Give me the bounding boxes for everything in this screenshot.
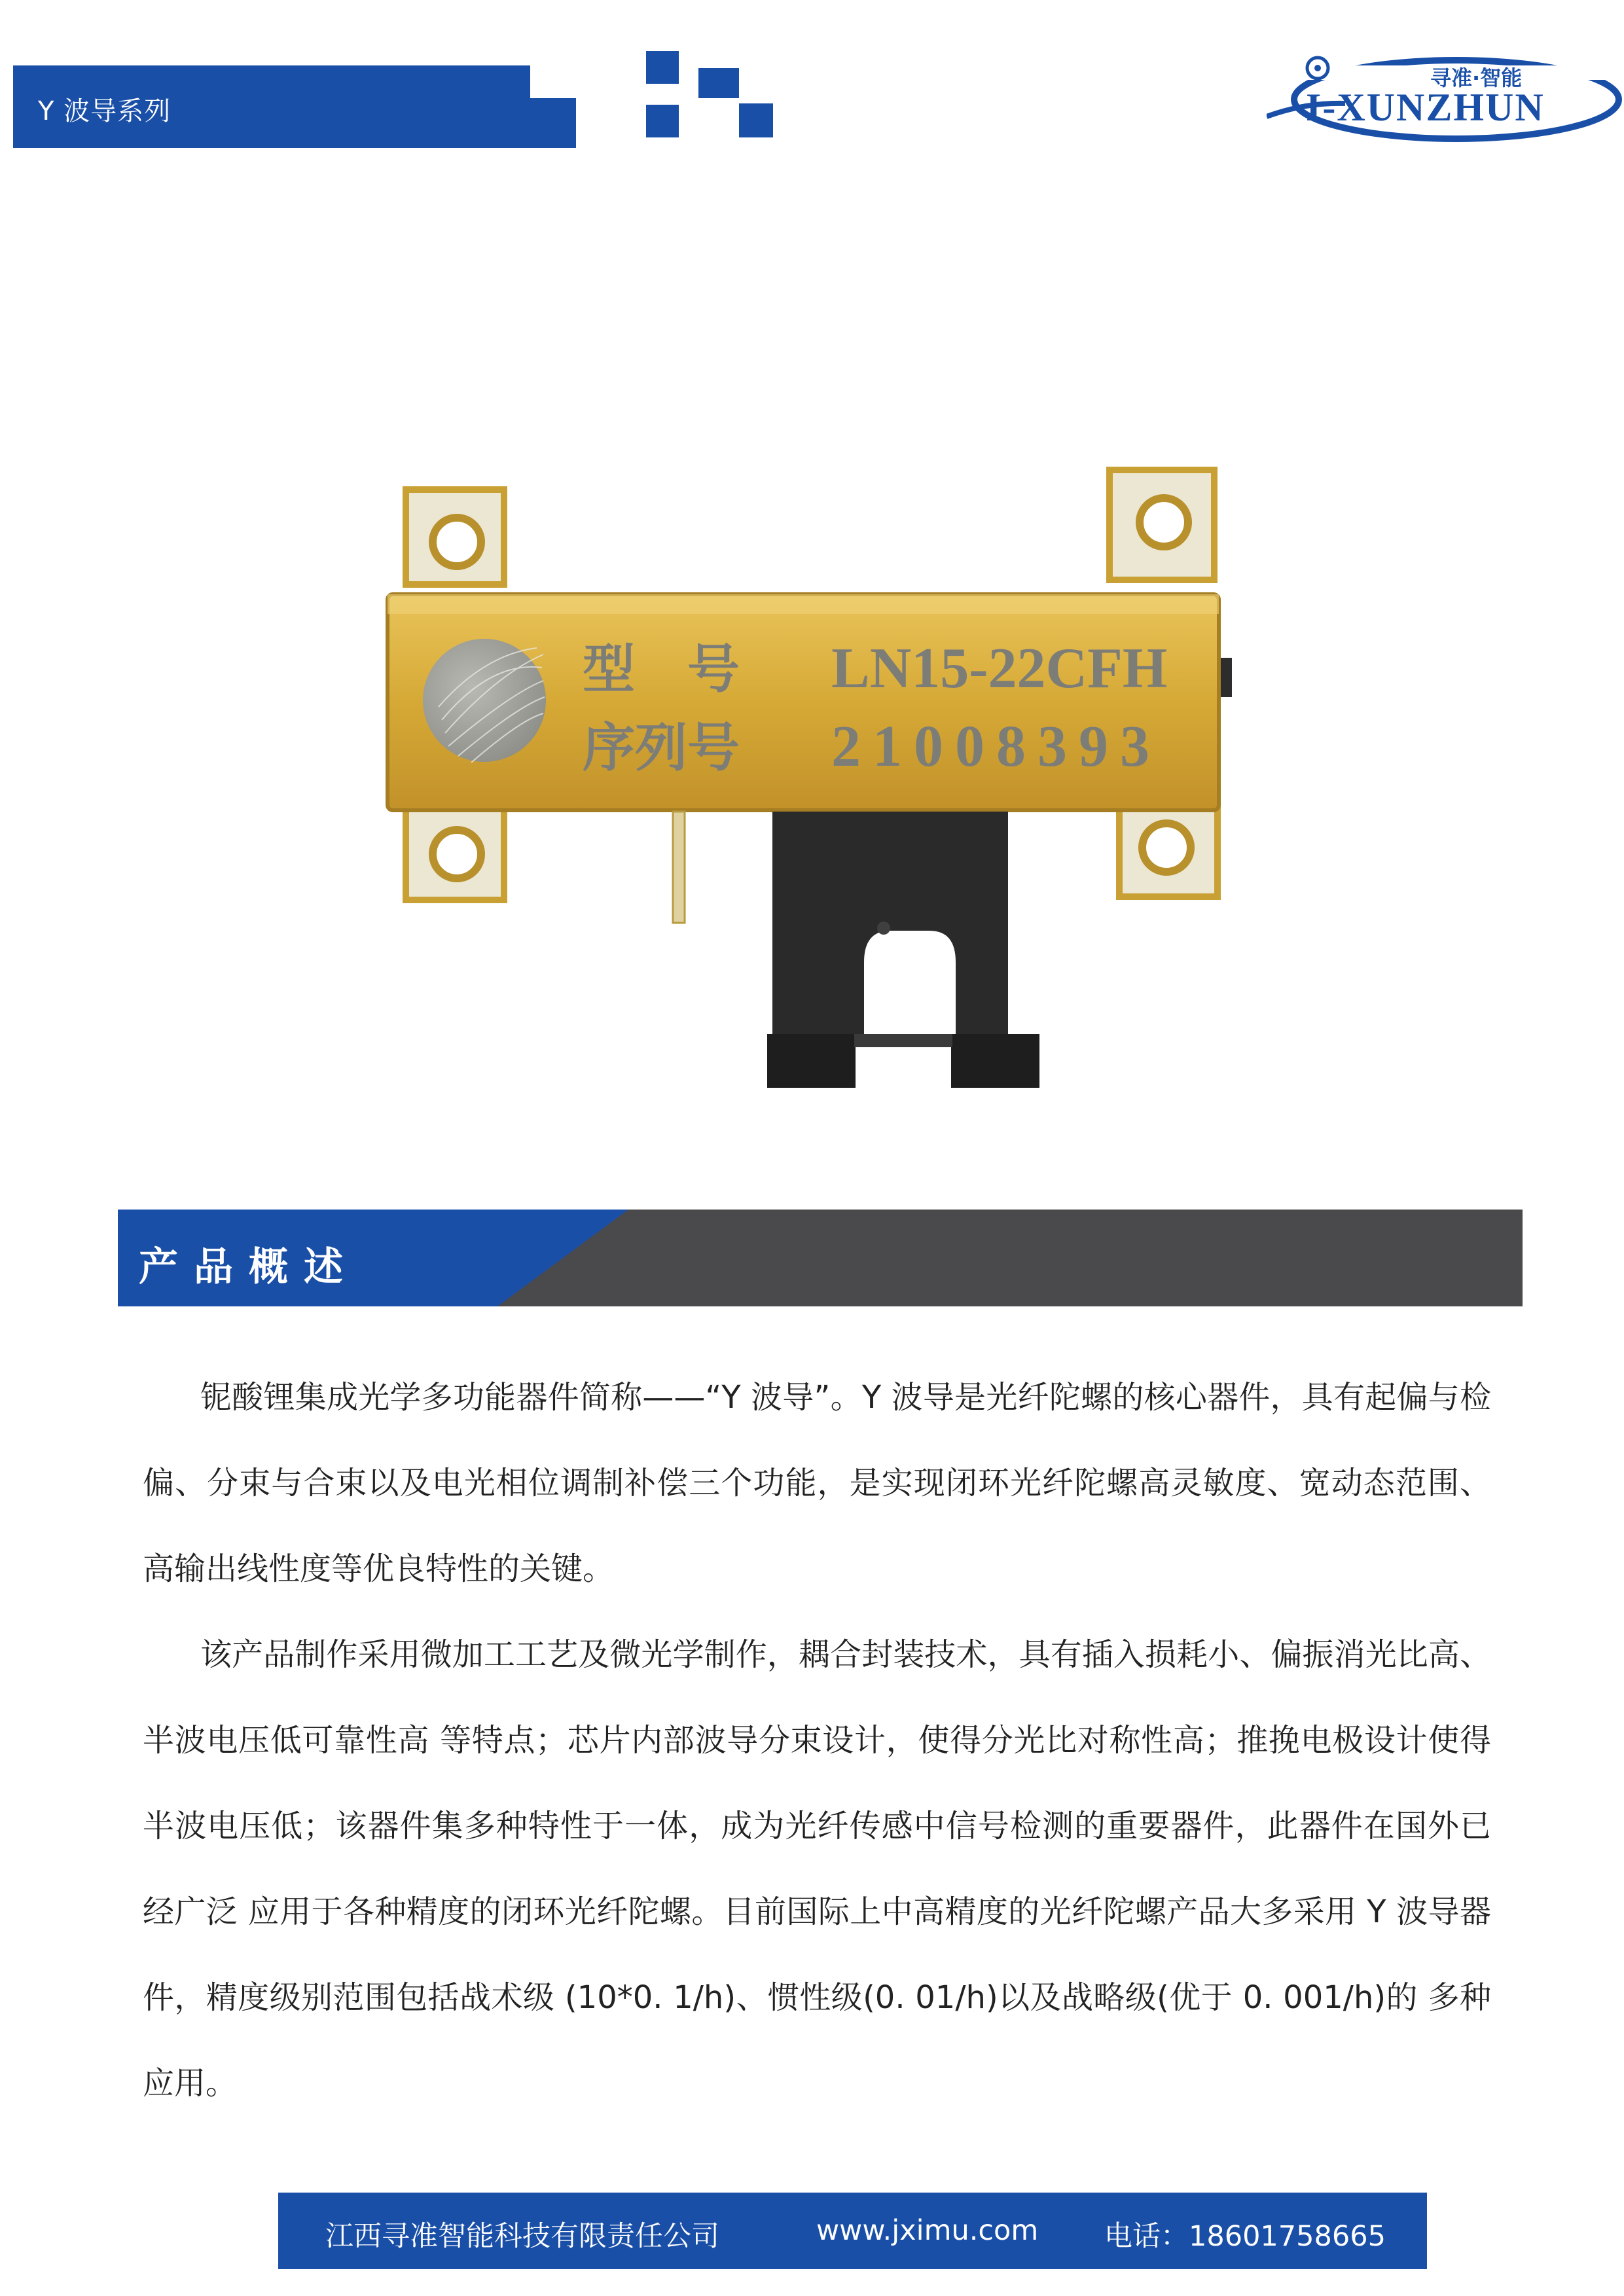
overview-body [143,1355,1491,2126]
section-title: 产品概述 [139,1244,359,1290]
label-line2-value: 21008393 [831,714,1161,779]
footer-company: 江西寻准智能科技有限责任公司 [325,2220,719,2253]
footer-bar [278,2193,1427,2269]
logo-text-en: I-XUNZHUN [1306,86,1545,129]
y-waveguide-device-illustration [380,458,1250,1126]
series-title: Y 波导系列 [38,96,171,126]
product-photo [380,458,1250,1126]
overview-paragraph-2: 该产品制作采用微加工工艺及微光学制作，耦合封装技术，具有插入损耗小、偏振消光比高、半波电压低可靠性高 等特点；芯片内部波导分束设计，使得分光比对称性高；推挽电极设计使得半波电压低；该器件集多种特性于一体，成为光纤传感中信号检测的重要器件，此器件在国外已经广泛 应用于各种精度的闭环光纤陀螺。目前国际上中高精度的光纤陀螺产品大多采用 Y 波导器件，精度级别范围包括战术级 (10*0. 1/h)、惯性级(0. 01/h)以及战略级(优于 0. 001/h)的 多种应用。 [143,1636,1491,2102]
label-line2-label: 序列号 [583,717,740,778]
footer-phone: 电话：18601758665 [1104,2220,1386,2253]
label-line1-label: 型 号 [583,638,740,700]
footer-website[interactable]: www.jximu.com [816,2214,1039,2247]
overview-paragraph-1: 铌酸锂集成光学多功能器件简称——“Y 波导”。Y 波导是光纤陀螺的核心器件，具有起偏与检偏、分束与合束以及电光相位调制补偿三个功能，是实现闭环光纤陀螺高灵敏度、宽动态范围、高输出线性度等优良特性的关键。 [143,1379,1491,1587]
company-logo [1267,39,1624,151]
logo-text-cn: 寻准·智能 [1430,65,1523,90]
label-line1-value: LN15-22CFH [831,637,1168,700]
